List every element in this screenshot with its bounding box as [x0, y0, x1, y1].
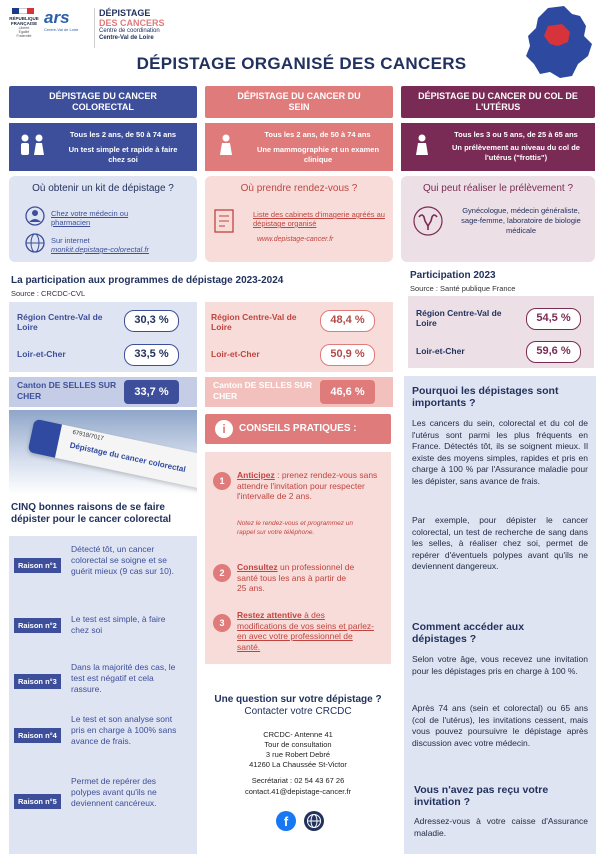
- why-title: Pourquoi les dépistages sont importants ?: [412, 385, 559, 409]
- region-label: Région Centre-Val de Loire: [17, 312, 103, 332]
- sein-website[interactable]: www.depistage-cancer.fr: [257, 236, 334, 243]
- contact-cta: Contacter votre CRCDC: [244, 706, 352, 717]
- reason-5-tag: Raison n°5: [14, 794, 61, 809]
- uterus-who-panel: [401, 176, 595, 262]
- colorectal-header: DÉPISTAGE DU CANCER COLORECTAL: [9, 86, 197, 118]
- uterus-what: Un prélèvement au niveau du col de l'utérus ("frottis"): [452, 143, 580, 162]
- internet-label: Sur internet: [51, 236, 90, 245]
- tube-code: 67918/7017: [71, 429, 105, 443]
- woman-icon: [217, 133, 235, 161]
- colorectal-info: [9, 123, 197, 171]
- tube-label: Dépistage du cancer colorectal: [68, 440, 187, 475]
- address-line: CRCDC- Antenne 41: [263, 730, 333, 739]
- rf-name: RÉPUBLIQUE FRANÇAISE: [9, 16, 39, 26]
- contact-question: Une question sur votre dépistage ?: [214, 694, 382, 705]
- access-title: Comment accéder aux dépistages ?: [412, 621, 525, 645]
- why-paragraph-2: Par exemple, pour dépister le cancer colorectal, un test de recherche de sang dans les selles, à réaliser chez soi, permet de repérer d'éventuels polypes avant qu'ils ne deviennent dangereux.: [412, 515, 588, 571]
- uterus-participation-title: Participation 2023: [410, 270, 496, 281]
- uterus-info: [401, 123, 595, 171]
- access-paragraph-2: Après 74 ans (sein et colorectal) ou 65 ans (col de l'utérus), les invitations cessent, mais vous pouvez poursuivre le dépistage après discussion avec votre médecin.: [412, 703, 588, 748]
- woman-icon: [413, 133, 431, 161]
- access-paragraph-1: Selon votre âge, vous recevez une invitation pour les dépistages pris en charge à 100 %.: [412, 654, 588, 676]
- page-title: DÉPISTAGE ORGANISÉ DES CANCERS: [136, 54, 467, 73]
- people-icon: [17, 133, 47, 161]
- conseils-panel: [205, 452, 391, 664]
- prelevement-question: Qui peut réaliser le prélèvement ?: [422, 183, 574, 194]
- region-label: Région Centre-Val de Loire: [416, 308, 502, 328]
- address-line: 3 rue Robert Debré: [265, 750, 331, 759]
- colorectal-dept-value: 33,5 %: [124, 344, 179, 366]
- reason-4-text: Le test et son analyse sont pris en charge à 100% sans avance de frais.: [71, 714, 177, 746]
- sein-canton-value: 46,6 %: [320, 380, 375, 404]
- tip-3-text: [237, 610, 375, 652]
- tip-2-body: un professionnel de santé tous les ans à partir de 25 ans.: [237, 562, 355, 593]
- sein-stats: [205, 302, 393, 372]
- rf-motto: Liberté Égalité Fraternité: [16, 26, 32, 38]
- kit-option-doctor[interactable]: Chez votre médecin ou pharmacien: [51, 209, 129, 227]
- reasons-title: CINQ bonnes raisons de se faire dépister pour le cancer colorectal: [11, 502, 172, 525]
- sein-rdv-panel: [205, 176, 393, 262]
- prelevement-answer: Gynécologue, médecin généraliste, sage-femme, laboratoire de biologie médicale: [461, 206, 581, 235]
- sein-info: [205, 123, 393, 171]
- sein-region-value: 48,4 %: [320, 310, 375, 332]
- uterus-stats: [408, 296, 594, 368]
- conseils-title: CONSEILS PRATIQUES :: [239, 423, 357, 434]
- reason-4-tag: Raison n°4: [14, 728, 61, 743]
- ars-logo: ars Centre-Val de Loire: [44, 8, 79, 32]
- invite-title: Vous n'avez pas reçu votre invitation ?: [414, 784, 549, 808]
- facebook-icon[interactable]: f: [276, 811, 296, 831]
- tip-1-text: [237, 470, 385, 502]
- invite-paragraph: Adressez-vous à votre caisse d'Assurance maladie.: [414, 816, 588, 838]
- tip-3-body: à des modifications de vos seins et parlez-en avec votre professionnel de santé.: [237, 610, 375, 652]
- colorectal-region-value: 30,3 %: [124, 310, 179, 332]
- tip-3-number: 3: [213, 614, 231, 632]
- crcdc-brand: DÉPISTAGE DES CANCERS Centre de coordination Centre-Val de Loire: [94, 8, 204, 48]
- sein-dept-value: 50,9 %: [320, 344, 375, 366]
- reason-2-text: Le test est simple, à faire chez soi: [71, 614, 166, 635]
- reason-1-tag: Raison n°1: [14, 558, 61, 573]
- address-line: Tour de consultation: [264, 740, 332, 749]
- sein-who: Tous les 2 ans, de 50 à 74 ans: [264, 130, 371, 139]
- rdv-question: Où prendre rendez-vous ?: [240, 183, 358, 194]
- conseils-header: [205, 414, 391, 444]
- kit-option-internet: [51, 236, 196, 254]
- tip-2-number: 2: [213, 564, 231, 582]
- tip-2-text: [237, 562, 357, 594]
- contact-address: [200, 730, 396, 770]
- reasons-panel: [9, 536, 197, 854]
- uterus-header: DÉPISTAGE DU CANCER DU COL DE L'UTÉRUS: [401, 86, 595, 118]
- clinic-list-link[interactable]: Liste des cabinets d'imagerie agréés au dépistage organisé: [253, 210, 385, 228]
- dept-label: Loir-et-Cher: [17, 349, 66, 359]
- uterus-who: Tous les 3 ou 5 ans, de 25 à 65 ans: [454, 130, 578, 139]
- reason-3-text: Dans la majorité des cas, le test est négatif et cela rassure.: [71, 662, 176, 694]
- tip-note: Notez le rendez-vous et programmez un rappel sur votre téléphone.: [237, 520, 353, 536]
- sein-header: DÉPISTAGE DU CANCER DU SEIN: [205, 86, 393, 118]
- dept-label: Loir-et-Cher: [211, 349, 260, 359]
- reason-5-text: Permet de repérer des polypes avant qu'ils ne deviennent cancéreux.: [71, 776, 157, 808]
- contact-email[interactable]: contact.41@depistage-cancer.fr: [244, 787, 351, 796]
- why-paragraph-1: Les cancers du sein, colorectal et du col de l'utérus sont parmi les plus fréquents en France. Détectés tôt, ils se soignent mieux. Il existe des moyens simples, rapides et pris en charge à 100 % par l'Assurance maladie pour les dépister, sans avance de frais.: [412, 418, 588, 486]
- test-tube: [28, 419, 197, 492]
- uterus-icon: [413, 206, 443, 236]
- uterus-dept-value: 59,6 %: [526, 341, 581, 363]
- reason-2-tag: Raison n°2: [14, 618, 61, 633]
- canton-label: Canton DE SELLES SUR CHER: [213, 380, 313, 401]
- tip-1-bold: Anticipez: [237, 470, 275, 480]
- clinic-list-icon: [213, 208, 237, 234]
- website-globe-icon[interactable]: [304, 811, 324, 831]
- colorectal-who: Tous les 2 ans, de 50 à 74 ans: [69, 130, 177, 139]
- kit-photo: [9, 410, 197, 495]
- contact-phone[interactable]: Secrétariat : 02 54 43 67 26: [251, 776, 345, 785]
- tip-1-body: : prenez rendez-vous sans attendre l'invitation pour respecter l'intervalle de 2 ans.: [237, 470, 378, 501]
- colorectal-canton: [9, 377, 197, 407]
- canton-label: Canton DE SELLES SUR CHER: [17, 380, 117, 401]
- doctor-icon: [25, 206, 45, 226]
- sein-what: Une mammographie et un examen clinique: [256, 145, 380, 164]
- region-label: Région Centre-Val de Loire: [211, 312, 297, 332]
- kit-question: Où obtenir un kit de dépistage ?: [32, 183, 174, 194]
- participation-title: La participation aux programmes de dépistage 2023-2024: [11, 275, 284, 286]
- uterus-region-value: 54,5 %: [526, 308, 581, 330]
- colorectal-stats: [9, 302, 197, 372]
- colorectal-kit-panel: [9, 176, 197, 262]
- address-line: 41260 La Chaussée St-Victor: [249, 760, 347, 769]
- tip-1-number: 1: [213, 472, 231, 490]
- colorectal-what: Un test simple et rapide à faire chez soi: [68, 145, 178, 164]
- reason-1-text: Détecté tôt, un cancer colorectal se soigne et se guérit mieux (9 cas sur 10).: [71, 544, 174, 576]
- uterus-participation-source: Source : Santé publique France: [410, 284, 516, 293]
- sein-canton: [205, 377, 393, 407]
- participation-source: Source : CRCDC-CVL: [11, 289, 86, 298]
- reason-3-tag: Raison n°3: [14, 674, 61, 689]
- tip-2-bold: Consultez: [237, 562, 278, 572]
- info-icon: i: [215, 420, 233, 438]
- rf-logo: [6, 8, 42, 42]
- dept-label: Loir-et-Cher: [416, 346, 465, 356]
- colorectal-canton-value: 33,7 %: [124, 380, 179, 404]
- tip-3-bold: Restez attentive: [237, 610, 302, 620]
- globe-icon: [25, 233, 45, 253]
- internet-link[interactable]: monkit.depistage-colorectal.fr: [51, 245, 149, 254]
